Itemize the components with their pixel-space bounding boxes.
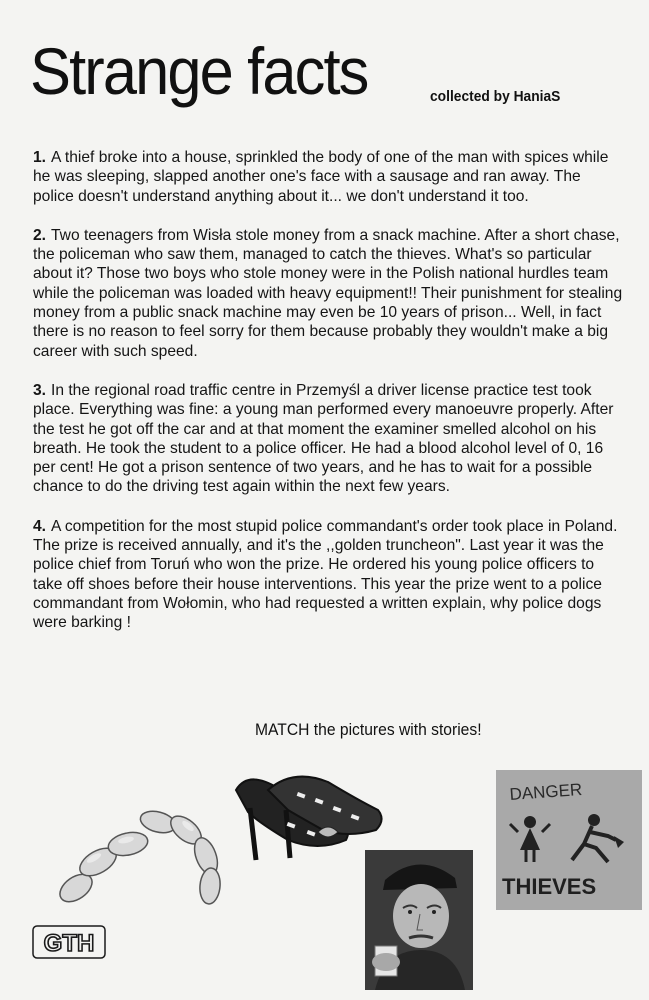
- danger-thieves-sign: [496, 770, 642, 910]
- story-number: 4.: [33, 517, 47, 535]
- page-title: Strange facts: [30, 34, 368, 108]
- high-heels-picture: [228, 760, 388, 865]
- story-number: 1.: [33, 149, 47, 166]
- sign-text-bottom: THIEVES: [502, 874, 597, 899]
- story-1: [33, 148, 623, 206]
- logo-text: GTH: [43, 930, 95, 957]
- logo-mark-icon: [32, 925, 106, 959]
- story-text: A competition for the most stupid police commandant's order took place in Poland. The prize is received annually, and it's the ,,golden truncheon". Last year it was the police chief from Toruń who won the prize. He ordered his young police officers to take off shoes before their house interventions. This year the prize went to a police commandant from Wołomin, who had requested a written explain, why police dogs were barking !: [33, 517, 618, 632]
- story-number: 3.: [33, 381, 47, 399]
- story-2: [33, 226, 623, 361]
- drinking-man-picture: [365, 850, 473, 990]
- story-text: A thief broke into a house, sprinkled the body of one of the man with spices while he was sleeping, slapped another one's face with a sausage and ran away. The police doesn't understand anything about it... we don't understand it too.: [33, 149, 609, 205]
- byline: collected by HaniaS: [430, 88, 561, 105]
- sign-text-top: DANGER: [508, 779, 583, 804]
- sausages-picture: [48, 800, 228, 910]
- story-text: Two teenagers from Wisła stole money from a snack machine. After a short chase, the policeman who saw them, managed to catch the thieves. What's so particular about it? Those two boys who stole money were in the Polish national hurdles team while the policeman was loaded with heavy equipment!! Their punishment for stealing money from a public snack machine may even be 10 years of prison... Well, in fact there is no reason to feel sorry for them because probably they wouldn't make a big career with such speed.: [33, 226, 623, 360]
- header: [30, 34, 630, 118]
- story-list: [33, 148, 623, 653]
- story-number: 2.: [33, 226, 47, 244]
- story-3: [33, 381, 623, 497]
- story-text: In the regional road traffic centre in Przemyśl a driver license practice test took place. Everything was fine: a young man performed every manoeuvre properly. After the test he got off the car and at that moment the examiner smelled alcohol on his breath. He took the student to a police officer. He had a blood alcohol level of 0, 16 per cent! He got a prison sentence of two years, and he has to wait for a possible chance to do the driving test again within the next few years.: [33, 381, 614, 496]
- story-4: [33, 517, 623, 633]
- magazine-logo: [32, 925, 106, 964]
- match-instruction: MATCH the pictures with stories!: [255, 720, 482, 739]
